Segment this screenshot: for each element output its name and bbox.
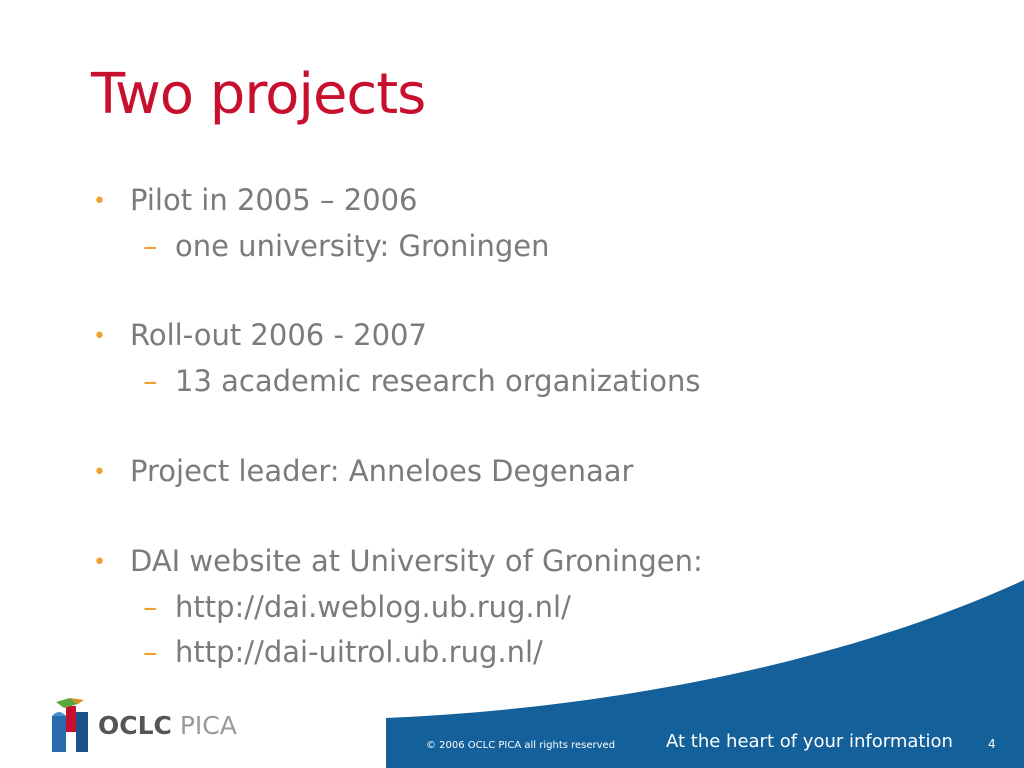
bullet-text: Roll-out 2006 - 2007 xyxy=(130,318,427,352)
logo-wordmark xyxy=(98,711,237,740)
logo-pica-text: PICA xyxy=(179,711,237,740)
page-number: 4 xyxy=(988,737,996,751)
sub-bullet-text: 13 academic research organizations xyxy=(175,364,701,398)
bullet-text: Pilot in 2005 – 2006 xyxy=(130,183,418,217)
bullet-text: Project leader: Anneloes Degenaar xyxy=(130,454,634,488)
copyright-text: © 2006 OCLC PICA all rights reserved xyxy=(426,740,616,751)
bullet-mark: • xyxy=(93,189,106,214)
logo-oclc-text: OCLC xyxy=(98,711,172,740)
sub-bullet-text: one university: Groningen xyxy=(175,229,550,263)
sub-bullet-link[interactable]: http://dai.weblog.ub.rug.nl/ xyxy=(175,590,571,624)
sub-bullet-mark: – xyxy=(143,364,158,398)
bullet-mark: • xyxy=(93,550,106,575)
sub-bullet-link[interactable]: http://dai-uitrol.ub.rug.nl/ xyxy=(175,635,543,669)
sub-bullet-mark: – xyxy=(143,590,158,624)
tagline-text: At the heart of your information xyxy=(666,731,953,752)
sub-bullet-mark: – xyxy=(143,635,158,669)
bullet-mark: • xyxy=(93,324,106,349)
sub-bullet-mark: – xyxy=(143,229,158,263)
slide-title: Two projects xyxy=(91,62,426,127)
bullet-text: DAI website at University of Groningen: xyxy=(130,544,703,578)
bullet-mark: • xyxy=(93,460,106,485)
